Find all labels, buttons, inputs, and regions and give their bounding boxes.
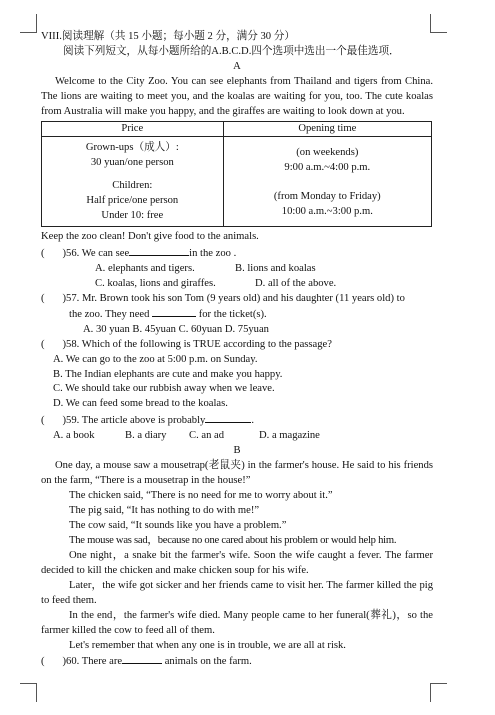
question-56-options: [41, 277, 433, 292]
time-line: (on weekends): [296, 146, 359, 158]
option: B. a diary: [125, 429, 167, 441]
zoo-note: Keep the zoo clean! Don't give food to the animals.: [41, 231, 259, 243]
question-60: [41, 653, 433, 670]
question-stem: We can see: [81, 248, 130, 260]
question-number: )60.: [62, 656, 80, 668]
question-stem: Which of the following is TRUE according to the passage?: [81, 338, 332, 350]
option: A. We can go to the zoo at 5:00 p.m. on Sunday.: [53, 353, 258, 365]
price-cell: [42, 137, 224, 227]
question-57-options: A. 30 yuan B. 45yuan C. 60yuan D. 75yuan: [83, 324, 269, 336]
opening-time-cell: [223, 137, 431, 227]
question-number: )57.: [62, 292, 80, 304]
passage-b-paragraph: The mouse was sad，because no one cared about his problem or would help him.: [69, 535, 397, 547]
price-line: Children:: [112, 180, 153, 192]
option: D. all of the above.: [255, 277, 337, 289]
passage-b-label: B: [233, 444, 241, 456]
question-number: )59.: [62, 414, 80, 426]
question-stem: .: [251, 414, 254, 426]
option: D. a magazine: [259, 429, 320, 441]
question-stem: The article above is probably: [81, 414, 206, 426]
crop-mark-bottom-right: [430, 683, 447, 702]
question-57: [41, 292, 433, 307]
price-table: [41, 121, 432, 227]
question-stem: There are: [81, 656, 123, 668]
price-line: 30 yuan/one person: [90, 157, 174, 169]
answer-paren: (: [41, 248, 45, 260]
passage-b-paragraph: Let's remember that when any one is in trouble, we are all at risk.: [69, 640, 346, 652]
option: B. lions and koalas: [235, 262, 316, 274]
option: A. a book: [53, 429, 95, 441]
question-56: [41, 245, 433, 262]
question-stem: animals on the farm.: [164, 656, 252, 668]
answer-paren: (: [41, 414, 45, 426]
question-number: )56.: [62, 248, 80, 260]
price-line: Under 10: free: [101, 210, 164, 222]
option: C. We should take our rubbish away when we leave.: [53, 383, 275, 395]
question-number: )58.: [62, 338, 80, 350]
passage-b-paragraph: The cow said, “It sounds like you have a problem.”: [69, 520, 287, 532]
option: B. The Indian elephants are cute and make you happy.: [53, 368, 283, 380]
price-line: Grown-ups（成人）:: [85, 142, 179, 154]
question-57-stem: [41, 306, 433, 323]
question-stem: for the ticket(s).: [198, 309, 267, 321]
time-line: 10:00 a.m.~3:00 p.m.: [281, 205, 373, 217]
option: C. an ad: [189, 429, 225, 441]
exam-page: [41, 30, 433, 670]
section-title: VIII.阅读理解（共 15 小题；每小题 2 分，满分 30 分）: [41, 31, 295, 42]
question-59: [41, 412, 433, 429]
price-line: Half price/one person: [86, 195, 179, 207]
answer-paren: (: [41, 656, 45, 668]
time-line: (from Monday to Friday): [273, 190, 381, 202]
option: C. koalas, lions and giraffes.: [95, 277, 216, 289]
passage-b-paragraph: Later，the wife got sicker and her friends came to visit her. The farmer killed the pig to feed them.: [41, 580, 433, 607]
option: D. We can feed some bread to the koalas.: [53, 398, 228, 410]
answer-blank[interactable]: [152, 306, 196, 317]
price-header: Price: [42, 122, 224, 137]
answer-paren: (: [41, 338, 45, 350]
passage-b-paragraph: One night，a snake bit the farmer's wife. Soon the wife caught a fever. The farmer decided to kill the chicken and make chicken soup for his wife.: [41, 550, 433, 577]
crop-mark-bottom-left: [20, 683, 37, 702]
passage-a-label: A: [233, 60, 241, 72]
answer-blank[interactable]: [205, 412, 251, 423]
passage-a-text: Welcome to the City Zoo. You can see elephants from Thailand and tigers from China. The lions are waiting to meet you, and the koalas are waiting for you, too. The cute koalas from Australia will make you happy, and the giraffes are waiting to look down at you.: [41, 76, 433, 118]
time-line: 9:00 a.m.~4:00 p.m.: [284, 161, 371, 173]
question-stem: the zoo. They need: [69, 309, 150, 321]
question-59-options: [41, 429, 433, 444]
question-56-options: [41, 262, 433, 277]
instructions: 阅读下列短文，从每小题所给的A.B.C.D.四个选项中选出一个最佳选项．: [63, 45, 400, 57]
passage-b-paragraph: The pig said, “It has nothing to do with me!”: [69, 505, 260, 517]
question-58: [41, 338, 433, 353]
question-stem: Mr. Brown took his son Tom (9 years old) and his daughter (11 years old) to: [81, 292, 405, 304]
option: A. elephants and tigers.: [95, 262, 195, 274]
answer-blank[interactable]: [129, 245, 189, 256]
answer-blank[interactable]: [122, 653, 162, 664]
passage-b-paragraph: The chicken said, “There is no need for me to worry about it.”: [69, 490, 333, 502]
opening-time-header: Opening time: [223, 122, 431, 137]
passage-b-paragraph: In the end，the farmer's wife died. Many people came to her funeral(葬礼)，so the farmer killed the cow to feed all of them.: [41, 610, 433, 637]
passage-b-paragraph: One day, a mouse saw a mousetrap(老鼠夹) in the farmer's house. He said to his friends on the farm, “There is a mousetrap in the house!”: [41, 460, 433, 487]
answer-paren: (: [41, 292, 45, 304]
question-stem: in the zoo .: [189, 248, 237, 260]
crop-mark-top-left: [20, 14, 37, 33]
